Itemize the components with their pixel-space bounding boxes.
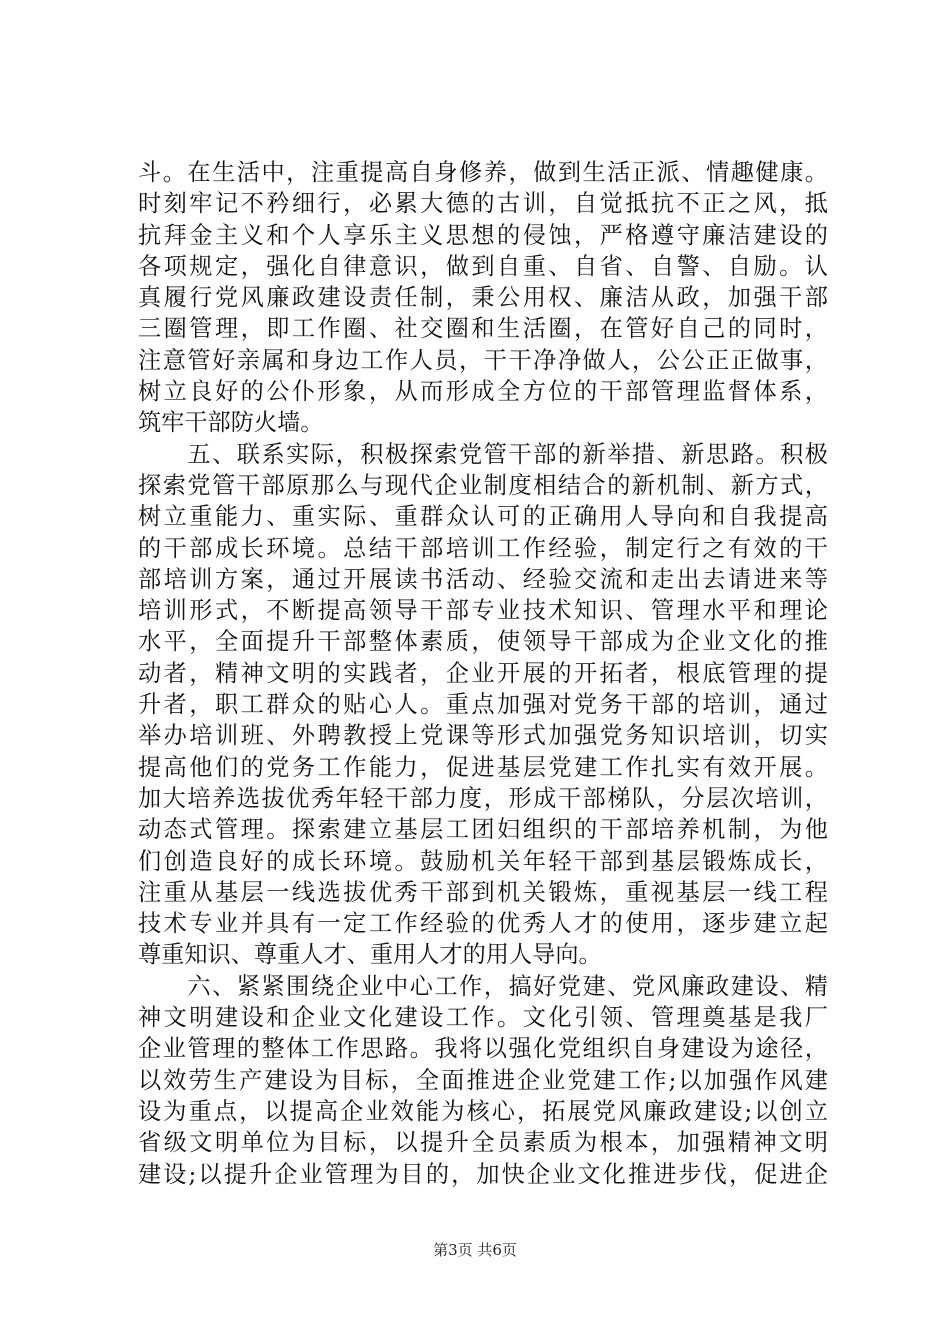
text-line: 六、紧紧围绕企业中心工作，搞好党建、党风廉政建设、精 — [138, 972, 828, 1000]
text-line: 培训形式，不断提高领导干部专业技术知识、管理水平和理论 — [138, 597, 828, 625]
text-line: 动者，精神文明的实践者，企业开展的开拓者，根底管理的提 — [138, 659, 828, 687]
text-line: 筑牢干部防火墙。 — [138, 409, 324, 437]
text-line: 以效劳生产建设为目标，全面推进企业党建工作;以加强作风建 — [138, 1066, 828, 1094]
text-line: 加大培养选拔优秀年轻干部力度，形成干部梯队，分层次培训， — [138, 784, 828, 812]
text-line: 时刻牢记不矜细行，必累大德的古训，自觉抵抗不正之风，抵 — [138, 190, 828, 218]
page-number-label: 第3页 共6页 — [433, 1241, 517, 1259]
text-line: 部培训方案，通过开展读书活动、经验交流和走出去请进来等 — [138, 565, 828, 593]
text-line: 探索党管干部原那么与现代企业制度相结合的新机制、新方式， — [138, 471, 828, 499]
text-line: 各项规定，强化自律意识，做到自重、自省、自警、自励。认 — [138, 252, 828, 280]
text-line: 树立重能力、重实际、重群众认可的正确用人导向和自我提高 — [138, 503, 828, 531]
text-line: 五、联系实际，积极探索党管干部的新举措、新思路。积极 — [138, 440, 828, 468]
text-line: 真履行党风廉政建设责任制，秉公用权、廉洁从政，加强干部 — [138, 284, 828, 312]
text-line: 尊重知识、尊重人才、重用人才的用人导向。 — [138, 941, 602, 969]
text-line: 举办培训班、外聘教授上党课等形式加强党务知识培训，切实 — [138, 722, 828, 750]
text-line: 设为重点，以提高企业效能为核心，拓展党风廉政建设;以创立 — [138, 1097, 828, 1125]
text-line: 建设;以提升企业管理为目的，加快企业文化推进步伐，促进企 — [138, 1160, 828, 1188]
text-line: 神文明建设和企业文化建设工作。文化引领、管理奠基是我厂 — [138, 1004, 828, 1032]
text-line: 抗拜金主义和个人享乐主义思想的侵蚀，严格遵守廉洁建设的 — [138, 221, 828, 249]
text-line: 斗。在生活中，注重提高自身修养，做到生活正派、情趣健康。 — [138, 159, 828, 186]
body-text — [138, 157, 828, 1190]
text-line: 注意管好亲属和身边工作人员，干干净净做人，公公正正做事， — [138, 346, 828, 374]
text-line: 三圈管理，即工作圈、社交圈和生活圈，在管好自己的同时， — [138, 315, 828, 343]
text-line: 们创造良好的成长环境。鼓励机关年轻干部到基层锻炼成长， — [138, 847, 828, 875]
text-line: 水平，全面提升干部整体素质，使领导干部成为企业文化的推 — [138, 628, 828, 656]
text-line: 提高他们的党务工作能力，促进基层党建工作扎实有效开展。 — [138, 753, 828, 781]
page-footer — [0, 1240, 950, 1260]
text-line: 注重从基层一线选拔优秀干部到机关锻炼，重视基层一线工程 — [138, 878, 828, 906]
text-line: 技术专业并具有一定工作经验的优秀人才的使用，逐步建立起 — [138, 910, 828, 938]
text-line: 企业管理的整体工作思路。我将以强化党组织自身建设为途径， — [138, 1035, 828, 1063]
text-line: 升者，职工群众的贴心人。重点加强对党务干部的培训，通过 — [138, 691, 828, 719]
text-line: 树立良好的公仆形象，从而形成全方位的干部管理监督体系， — [138, 378, 828, 406]
text-line: 的干部成长环境。总结干部培训工作经验，制定行之有效的干 — [138, 534, 828, 562]
text-line: 省级文明单位为目标，以提升全员素质为根本，加强精神文明 — [138, 1129, 828, 1157]
text-line: 动态式管理。探索建立基层工团妇组织的干部培养机制，为他 — [138, 816, 828, 844]
